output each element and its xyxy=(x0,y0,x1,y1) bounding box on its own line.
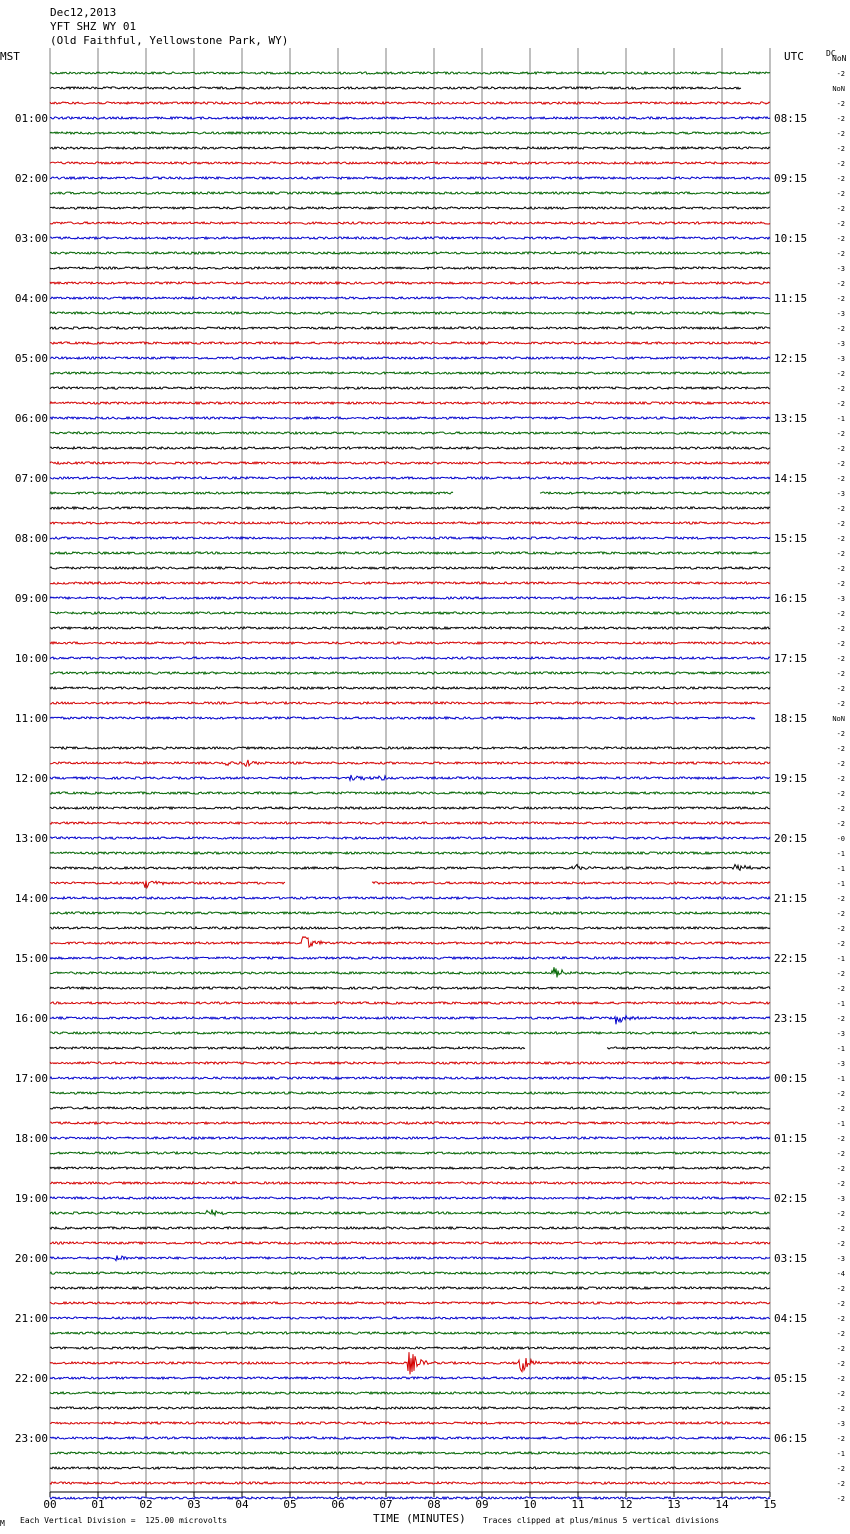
left-axis-label: MST xyxy=(0,50,20,63)
dc-offset-label: -2 xyxy=(836,805,845,813)
dc-offset-label: NoN xyxy=(832,85,845,93)
dc-offset-label: -2 xyxy=(836,325,845,333)
seismic-trace xyxy=(50,1137,770,1139)
seismic-trace xyxy=(50,1227,770,1229)
x-tick-label: 05 xyxy=(283,1498,297,1511)
seismic-trace xyxy=(50,1497,770,1499)
dc-offset-label: -2 xyxy=(836,895,845,903)
dc-offset-label: -2 xyxy=(836,910,845,918)
seismic-trace xyxy=(50,582,770,584)
seismic-trace xyxy=(50,1347,770,1349)
seismic-trace xyxy=(50,881,770,888)
dc-offset-label: -2 xyxy=(836,1285,845,1293)
mst-hour-label: 19:00 xyxy=(14,1192,48,1205)
dc-offset-label: -2 xyxy=(836,295,845,303)
dc-offset-label: -1 xyxy=(836,1045,845,1053)
seismic-trace xyxy=(50,87,741,89)
seismic-trace xyxy=(50,1352,770,1374)
dc-offset-label: -2 xyxy=(836,175,845,183)
dc-offset-label: -2 xyxy=(836,220,845,228)
utc-hour-label: 08:15 xyxy=(774,112,808,125)
seismic-trace xyxy=(50,1392,770,1394)
dc-offset-label: -3 xyxy=(836,310,845,318)
seismic-trace xyxy=(50,207,770,209)
seismic-trace xyxy=(50,1422,770,1424)
dc-offset-label: -1 xyxy=(836,955,845,963)
dc-offset-label: -2 xyxy=(836,565,845,573)
seismic-trace xyxy=(50,1452,770,1454)
seismic-trace xyxy=(50,792,770,794)
dc-offset-label: -2 xyxy=(836,790,845,798)
dc-offset-label: -2 xyxy=(836,1225,845,1233)
x-tick-label: 14 xyxy=(715,1498,729,1511)
dc-offset-label: NoN xyxy=(832,715,845,723)
dc-offset-label: -2 xyxy=(836,580,845,588)
x-tick-label: 00 xyxy=(43,1498,57,1511)
dc-offset-label: -1 xyxy=(836,880,845,888)
mst-hour-label: 04:00 xyxy=(14,292,48,305)
dc-offset-label: -1 xyxy=(836,415,845,423)
seismic-trace xyxy=(50,837,770,839)
dc-offset-label: -2 xyxy=(836,160,845,168)
dc-offset-label: -2 xyxy=(836,1480,845,1488)
dc-offset-label: -2 xyxy=(836,1345,845,1353)
right-axis-label: UTC xyxy=(784,50,804,63)
mst-hour-label: 21:00 xyxy=(14,1312,48,1325)
seismic-trace xyxy=(50,1062,770,1064)
dc-offset-label: -2 xyxy=(836,130,845,138)
mst-hour-label: 08:00 xyxy=(14,532,48,545)
utc-hour-label: 05:15 xyxy=(774,1372,808,1385)
mst-hour-label: 07:00 xyxy=(14,472,48,485)
dc-offset-label: -2 xyxy=(836,115,845,123)
dc-offset-label: -2 xyxy=(836,100,845,108)
utc-hour-label: 11:15 xyxy=(774,292,808,305)
dc-offset-label: -1 xyxy=(836,1075,845,1083)
seismic-trace xyxy=(50,387,770,389)
x-tick-label: 11 xyxy=(571,1498,585,1511)
dc-offset-label: -2 xyxy=(836,685,845,693)
dc-offset-label: -2 xyxy=(836,1015,845,1023)
dc-offset-label: -2 xyxy=(836,670,845,678)
clip-note: Traces clipped at plus/minus 5 vertical divisions xyxy=(483,1516,720,1525)
seismic-trace xyxy=(50,252,770,254)
dc-offset-label: -3 xyxy=(836,1255,845,1263)
dc-offset-label: -3 xyxy=(836,355,845,363)
x-tick-label: 06 xyxy=(331,1498,345,1511)
dc-offset-label: -2 xyxy=(836,475,845,483)
utc-hour-label: 15:15 xyxy=(774,532,808,545)
seismic-trace xyxy=(50,1002,770,1004)
dc-offset-label: -2 xyxy=(836,1300,845,1308)
utc-hour-label: 04:15 xyxy=(774,1312,808,1325)
seismic-trace xyxy=(50,1317,770,1319)
dc-offset-label: -3 xyxy=(836,340,845,348)
x-tick-label: 12 xyxy=(619,1498,633,1511)
dc-offset-label: -2 xyxy=(836,655,845,663)
mst-hour-label: 01:00 xyxy=(14,112,48,125)
seismic-trace xyxy=(50,937,770,947)
dc-subscript: NoN xyxy=(832,54,847,63)
dc-offset-label: -2 xyxy=(836,505,845,513)
seismic-trace xyxy=(50,192,770,194)
dc-offset-label: -2 xyxy=(836,1465,845,1473)
seismic-trace xyxy=(50,222,770,224)
seismic-trace xyxy=(50,402,770,404)
dc-offset-label: -2 xyxy=(836,535,845,543)
seismic-trace xyxy=(50,897,770,899)
utc-hour-label: 21:15 xyxy=(774,892,808,905)
utc-hour-label: 02:15 xyxy=(774,1192,808,1205)
mst-hour-label: 14:00 xyxy=(14,892,48,905)
seismic-trace xyxy=(50,477,770,479)
dc-offset-label: -3 xyxy=(836,1030,845,1038)
seismic-trace xyxy=(50,702,770,704)
dc-offset-label: -2 xyxy=(836,370,845,378)
dc-offset-label: -1 xyxy=(836,865,845,873)
mst-hour-label: 02:00 xyxy=(14,172,48,185)
seismic-trace xyxy=(50,372,770,374)
dc-offset-label: -2 xyxy=(836,970,845,978)
seismic-trace xyxy=(50,612,770,614)
x-tick-label: 10 xyxy=(523,1498,537,1511)
seismic-trace xyxy=(50,312,770,314)
seismic-trace xyxy=(50,327,770,329)
x-tick-label: 01 xyxy=(91,1498,105,1511)
seismic-trace xyxy=(50,72,770,74)
mst-hour-label: 20:00 xyxy=(14,1252,48,1265)
mst-hour-label: 11:00 xyxy=(14,712,48,725)
seismic-trace xyxy=(50,1047,770,1049)
x-tick-label: 09 xyxy=(475,1498,489,1511)
seismic-trace xyxy=(50,552,770,554)
dc-offset-label: -2 xyxy=(836,280,845,288)
dc-offset-label: -2 xyxy=(836,1165,845,1173)
dc-offset-label: -2 xyxy=(836,1240,845,1248)
dc-offset-label: -2 xyxy=(836,1315,845,1323)
seismic-trace xyxy=(50,447,770,449)
seismic-trace xyxy=(50,987,770,989)
seismic-trace xyxy=(50,642,770,644)
seismic-trace xyxy=(50,852,770,854)
utc-hour-label: 18:15 xyxy=(774,712,808,725)
utc-hour-label: 06:15 xyxy=(774,1432,808,1445)
dc-offset-label: -3 xyxy=(836,595,845,603)
dc-offset-label: -2 xyxy=(836,1405,845,1413)
x-tick-label: 02 xyxy=(139,1498,153,1511)
seismic-trace xyxy=(50,567,770,569)
dc-offset-label: -2 xyxy=(836,1135,845,1143)
seismic-trace xyxy=(50,297,770,299)
utc-hour-label: 20:15 xyxy=(774,832,808,845)
seismic-trace xyxy=(50,717,755,719)
dc-offset-label: -2 xyxy=(836,1435,845,1443)
dc-offset-label: -2 xyxy=(836,730,845,738)
mst-hour-label: 06:00 xyxy=(14,412,48,425)
seismic-trace xyxy=(50,282,770,284)
dc-offset-label: -2 xyxy=(836,1495,845,1503)
utc-hour-label: 19:15 xyxy=(774,772,808,785)
dc-offset-label: -0 xyxy=(836,835,845,843)
x-tick-label: 08 xyxy=(427,1498,441,1511)
utc-hour-label: 17:15 xyxy=(774,652,808,665)
dc-offset-label: -2 xyxy=(836,820,845,828)
dc-offset-label: -2 xyxy=(836,445,845,453)
utc-hour-label: 03:15 xyxy=(774,1252,808,1265)
dc-offset-label: -2 xyxy=(836,460,845,468)
utc-hour-label: 10:15 xyxy=(774,232,808,245)
x-axis-label: TIME (MINUTES) xyxy=(373,1512,466,1525)
mst-hour-label: 23:00 xyxy=(14,1432,48,1445)
seismic-trace xyxy=(50,1467,770,1469)
dc-offset-label: -2 xyxy=(836,250,845,258)
utc-hour-label: 16:15 xyxy=(774,592,808,605)
x-tick-label: 03 xyxy=(187,1498,201,1511)
seismic-trace xyxy=(50,957,770,959)
dc-offset-label: -2 xyxy=(836,520,845,528)
seismic-trace xyxy=(50,1332,770,1334)
seismic-trace xyxy=(50,1197,770,1199)
seismic-trace xyxy=(50,672,770,674)
mst-hour-label: 13:00 xyxy=(14,832,48,845)
mst-hour-label: 10:00 xyxy=(14,652,48,665)
utc-hour-label: 22:15 xyxy=(774,952,808,965)
x-tick-label: 15 xyxy=(763,1498,777,1511)
dc-offset-label: -2 xyxy=(836,1210,845,1218)
dc-offset-label: -1 xyxy=(836,1000,845,1008)
seismic-trace xyxy=(50,1256,770,1261)
dc-offset-label: -3 xyxy=(836,1195,845,1203)
dc-label: DC xyxy=(826,49,836,58)
dc-offset-label: -1 xyxy=(836,1120,845,1128)
seismic-trace xyxy=(50,507,770,509)
seismic-trace xyxy=(50,522,770,524)
seismic-trace xyxy=(50,1032,770,1034)
seismic-trace xyxy=(50,1272,770,1274)
scale-note: Each Vertical Division = 125.00 microvolts xyxy=(20,1516,228,1525)
station-location: (Old Faithful, Yellowstone Park, WY) xyxy=(50,34,289,47)
dc-offset-label: -3 xyxy=(836,490,845,498)
seismic-trace xyxy=(50,1210,770,1216)
dc-offset-label: -2 xyxy=(836,400,845,408)
dc-offset-label: -2 xyxy=(836,1150,845,1158)
utc-hour-label: 09:15 xyxy=(774,172,808,185)
dc-offset-label: -2 xyxy=(836,430,845,438)
station-code: YFT SHZ WY 01 xyxy=(50,20,137,33)
seismic-trace xyxy=(50,462,770,464)
seismic-trace xyxy=(50,432,770,434)
seismic-trace xyxy=(50,342,770,344)
seismic-trace xyxy=(50,1302,770,1304)
dc-offset-label: -2 xyxy=(836,700,845,708)
seismic-trace xyxy=(50,1287,770,1289)
mst-hour-label: 17:00 xyxy=(14,1072,48,1085)
seismic-trace xyxy=(50,1016,770,1025)
mst-hour-label: 18:00 xyxy=(14,1132,48,1145)
seismic-trace xyxy=(50,117,770,119)
utc-hour-label: 14:15 xyxy=(774,472,808,485)
seismic-trace xyxy=(50,865,770,871)
dc-offset-label: -2 xyxy=(836,1375,845,1383)
dc-offset-label: -2 xyxy=(836,1330,845,1338)
seismic-trace xyxy=(50,1122,770,1124)
mst-hour-label: 15:00 xyxy=(14,952,48,965)
dc-offset-label: -2 xyxy=(836,640,845,648)
dc-offset-label: -1 xyxy=(836,1450,845,1458)
seismic-trace xyxy=(50,967,770,977)
utc-hour-label: 00:15 xyxy=(774,1072,808,1085)
utc-hour-label: 23:15 xyxy=(774,1012,808,1025)
seismic-trace xyxy=(50,1167,770,1169)
seismic-trace xyxy=(50,492,770,494)
dc-offset-label: -3 xyxy=(836,265,845,273)
seismic-trace xyxy=(50,1077,770,1079)
dc-offset-label: -2 xyxy=(836,775,845,783)
utc-hour-label: 12:15 xyxy=(774,352,808,365)
dc-offset-label: -3 xyxy=(836,1060,845,1068)
dc-offset-label: -2 xyxy=(836,940,845,948)
utc-hour-label: 01:15 xyxy=(774,1132,808,1145)
mst-hour-label: 05:00 xyxy=(14,352,48,365)
mst-hour-label: 12:00 xyxy=(14,772,48,785)
seismic-trace xyxy=(50,657,770,659)
seismic-trace xyxy=(50,417,770,419)
seismic-trace xyxy=(50,357,770,359)
seismic-trace xyxy=(50,807,770,809)
dc-offset-label: -2 xyxy=(836,205,845,213)
plot-date: Dec12,2013 xyxy=(50,6,117,19)
seismic-trace xyxy=(50,1377,770,1379)
dc-offset-label: -2 xyxy=(836,1390,845,1398)
seismic-trace xyxy=(50,237,770,239)
seismic-trace xyxy=(50,747,770,749)
mst-hour-label: 03:00 xyxy=(14,232,48,245)
mst-hour-label: 09:00 xyxy=(14,592,48,605)
dc-offset-label: -2 xyxy=(836,235,845,243)
seismic-trace xyxy=(50,1242,770,1244)
dc-offset-label: -2 xyxy=(836,1090,845,1098)
seismic-trace xyxy=(50,267,770,269)
dc-offset-label: -2 xyxy=(836,1360,845,1368)
dc-offset-label: -2 xyxy=(836,145,845,153)
seismic-trace xyxy=(50,760,770,766)
dc-offset-label: -3 xyxy=(836,1420,845,1428)
dc-offset-label: -2 xyxy=(836,550,845,558)
seismic-trace xyxy=(50,927,770,929)
utc-hour-label: 13:15 xyxy=(774,412,808,425)
dc-offset-label: -2 xyxy=(836,1180,845,1188)
corner-mark: M xyxy=(0,1519,5,1528)
seismic-trace xyxy=(50,537,770,539)
seismic-trace xyxy=(50,102,770,104)
seismic-trace xyxy=(50,177,770,179)
seismic-trace xyxy=(50,1092,770,1094)
seismic-trace xyxy=(50,627,770,629)
seismic-trace xyxy=(50,1437,770,1439)
seismic-trace xyxy=(50,132,770,134)
seismic-trace xyxy=(50,162,770,164)
dc-offset-label: -2 xyxy=(836,610,845,618)
dc-offset-label: -2 xyxy=(836,625,845,633)
x-tick-label: 04 xyxy=(235,1498,249,1511)
seismic-trace xyxy=(50,1107,770,1109)
seismic-trace xyxy=(50,912,770,914)
mst-hour-label: 22:00 xyxy=(14,1372,48,1385)
mst-hour-label: 16:00 xyxy=(14,1012,48,1025)
seismic-trace xyxy=(50,1152,770,1154)
dc-offset-label: -2 xyxy=(836,190,845,198)
x-tick-label: 13 xyxy=(667,1498,681,1511)
dc-offset-label: -2 xyxy=(836,385,845,393)
dc-offset-label: -2 xyxy=(836,925,845,933)
dc-offset-label: -2 xyxy=(836,760,845,768)
dc-offset-label: -2 xyxy=(836,70,845,78)
dc-offset-label: -1 xyxy=(836,850,845,858)
seismic-trace xyxy=(50,147,770,149)
seismic-trace xyxy=(50,1407,770,1409)
seismic-trace xyxy=(50,687,770,689)
seismic-trace xyxy=(50,775,770,780)
seismic-trace xyxy=(50,1182,770,1184)
dc-offset-label: -2 xyxy=(836,1105,845,1113)
dc-offset-label: -2 xyxy=(836,985,845,993)
seismic-trace xyxy=(50,822,770,824)
seismic-trace xyxy=(50,1482,770,1484)
seismic-trace xyxy=(50,597,770,599)
x-tick-label: 07 xyxy=(379,1498,393,1511)
dc-offset-label: -2 xyxy=(836,745,845,753)
dc-offset-label: -4 xyxy=(836,1270,845,1278)
